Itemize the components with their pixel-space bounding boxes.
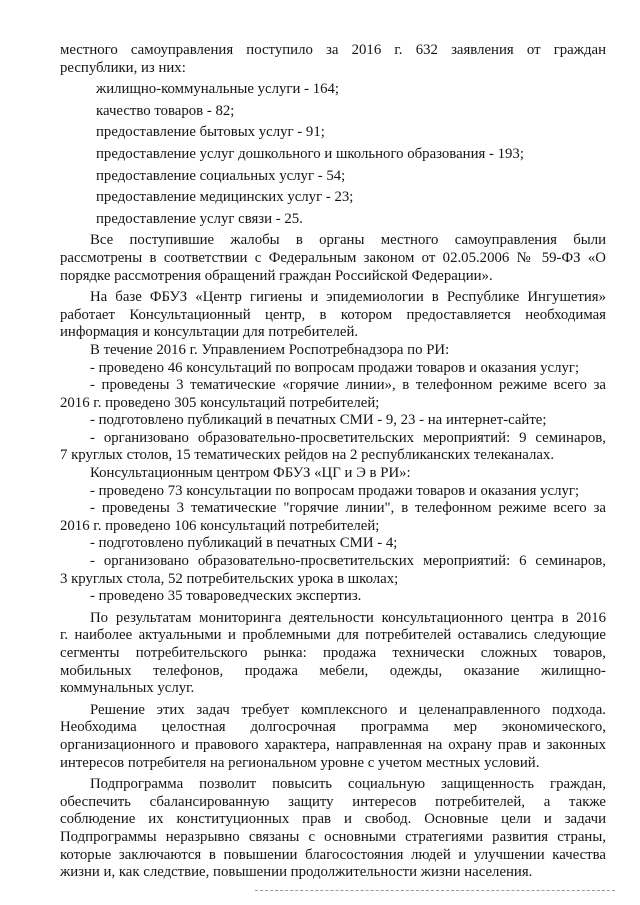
text-line: 2016 г. проведено 305 консультаций потребителей;: [60, 394, 380, 411]
list-item: - проведено 46 консультаций по вопросам продажи товаров и оказания услуг;: [90, 359, 580, 376]
text-line: информация и консультации для потребителей.: [60, 324, 359, 341]
list-item: предоставление услуг дошкольного и школьного образования - 193;: [96, 145, 524, 162]
list-item: - проведено 35 товароведческих экспертиз.: [90, 588, 362, 605]
text-line: 2016 г. проведено 106 консультаций потребителей;: [60, 517, 380, 534]
text-line: Консультационным центром ФБУЗ «ЦГ и Э в РИ»:: [90, 465, 411, 482]
text-line: республики, из них:: [60, 59, 186, 76]
text-line: Необходима целостная долгосрочная программа мер экономического,: [60, 719, 606, 736]
list-item: предоставление услуг связи - 25.: [96, 210, 303, 227]
list-item: жилищно-коммунальные услуги - 164;: [96, 81, 340, 98]
list-item: - организовано образовательно-просветительских мероприятий: 6 семинаров,: [90, 553, 606, 570]
text-line: 7 круглых столов, 15 тематических рейдов на 2 республиканских телеканалах.: [60, 447, 555, 464]
text-line: Решение этих задач требует комплексного и целенаправленного подхода.: [90, 701, 606, 718]
text-line: интересов потребителя на региональном уровне с учетом местных условий.: [60, 754, 540, 771]
list-item: - подготовлено публикаций в печатных СМИ - 4;: [90, 535, 398, 552]
text-line: Все поступившие жалобы в органы местного самоуправления были: [90, 232, 606, 249]
text-line: Подпрограмма позволит повысить социальную защищенность граждан,: [90, 776, 606, 793]
list-item: предоставление медицинских услуг - 23;: [96, 189, 354, 206]
text-line: местного самоуправления поступило за 2016 г. 632 заявления от граждан: [60, 42, 606, 58]
list-item: - проведены 3 тематические «горячие линии», в телефонном режиме всего за: [90, 377, 606, 394]
text-line: По результатам мониторинга деятельности консультационного центра в 2016: [90, 609, 606, 626]
list-item: - организовано образовательно-просветительских мероприятий: 9 семинаров,: [90, 429, 606, 446]
text-line: На базе ФБУЗ «Центр гигиены и эпидемиологии в Республике Ингушетия»: [90, 289, 606, 306]
text-line: обеспечить сбалансированную защиту интересов потребителей, а также: [60, 793, 606, 810]
text-line: В течение 2016 г. Управлением Роспотребнадзора по РИ:: [90, 341, 450, 358]
text-line: организационного и правового характера, направленная на охрану прав и законных: [60, 736, 606, 753]
list-item: качество товаров - 82;: [96, 102, 235, 119]
text-line: работает Консультационный центр, в котором предоставляется необходимая: [60, 306, 606, 323]
list-item: предоставление бытовых услуг - 91;: [96, 124, 325, 141]
text-line: рассмотрены в соответствии с Федеральным законом от 02.05.2006 № 59-ФЗ «О: [60, 249, 606, 266]
text-line: соблюдение их конституционных прав и свобод. Основные цели и задачи: [60, 811, 606, 828]
text-line: мобильных телефонов, продажа мебели, одежды, оказание жилищно-: [60, 662, 606, 679]
text-line: которые заключаются в повышении благосостояния людей и улучшении качества: [60, 846, 606, 863]
text-line: жизни и, как следствие, повышении продолжительности жизни населения.: [60, 864, 533, 881]
text-line: г. наиболее актуальными и проблемными для потребителей оставались следующие: [60, 627, 606, 644]
list-item: - подготовлено публикаций в печатных СМИ - 9, 23 - на интернет-сайте;: [90, 412, 547, 429]
list-item: - проведено 73 консультации по вопросам продажи товаров и оказания услуг;: [90, 482, 580, 499]
text-line: сегменты потребительского рынка: продажа технически сложных товаров,: [60, 645, 606, 661]
text-line: Подпрограммы неразрывно связаны с основными стратегиями развития страны,: [60, 828, 606, 845]
text-line: коммунальных услуг.: [60, 680, 195, 697]
list-item: предоставление социальных услуг - 54;: [96, 167, 346, 184]
document-page: [60, 42, 606, 882]
page-bottom-edge-divider: [255, 890, 615, 891]
text-line: порядке рассмотрения обращений граждан Российской Федерации».: [60, 267, 493, 284]
text-line: 3 круглых стола, 52 потребительских урока в школах;: [60, 570, 399, 587]
list-item: - проведены 3 тематические "горячие линии", в телефонном режиме всего за: [90, 500, 606, 517]
